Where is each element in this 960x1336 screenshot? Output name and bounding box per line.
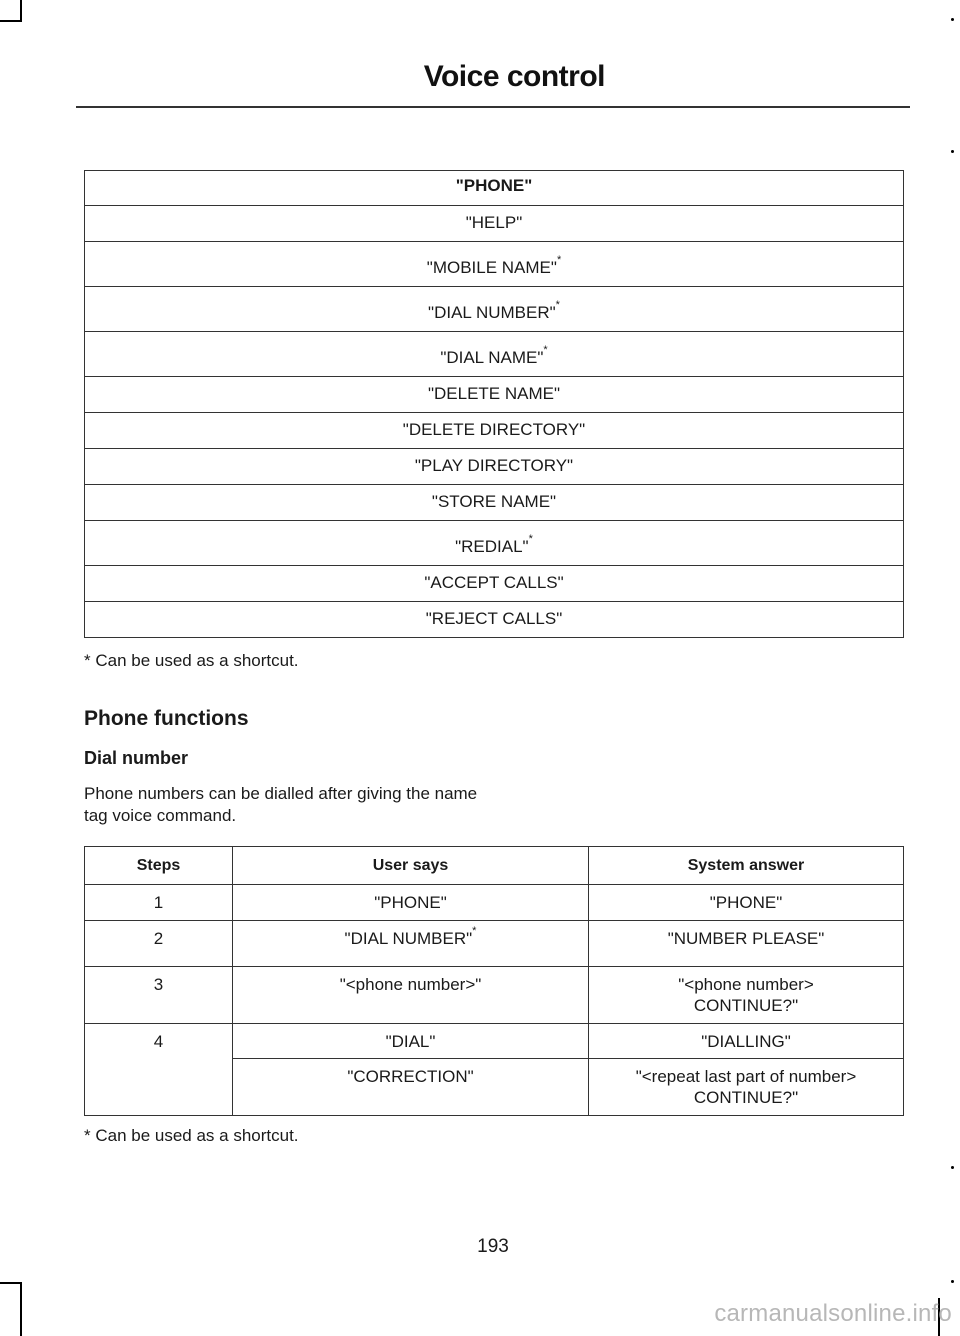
shortcut-footnote: * Can be used as a shortcut. <box>84 1126 299 1145</box>
table-row <box>85 967 904 1024</box>
command-text: "DELETE NAME" <box>427 384 561 403</box>
table-row <box>85 377 904 413</box>
command-text: "DIAL NUMBER" <box>428 303 556 322</box>
command-text: "DELETE DIRECTORY" <box>402 420 586 439</box>
subsection-heading: Dial number <box>84 748 189 768</box>
dial-number-steps-table <box>84 846 904 1116</box>
crop-mark <box>0 1282 20 1284</box>
shortcut-marker: * <box>543 344 548 357</box>
table-row <box>85 485 904 521</box>
watermark: carmanualsonline.info <box>714 1300 952 1327</box>
page-number: 193 <box>477 1236 509 1257</box>
page-title: Voice control <box>423 60 605 93</box>
table-row <box>85 332 904 377</box>
table-row <box>85 566 904 602</box>
crop-dot <box>951 1280 954 1283</box>
command-text: "MOBILE NAME" <box>426 258 557 277</box>
command-text: "DIAL NAME" <box>440 348 544 367</box>
table-row <box>85 206 904 242</box>
title-divider <box>76 106 910 108</box>
user-says-cell: "<phone number>" <box>233 967 589 1024</box>
user-says-cell: "CORRECTION" <box>233 1059 589 1116</box>
crop-dot <box>951 18 954 21</box>
user-says-cell: "DIAL" <box>233 1024 589 1059</box>
step-cell: 1 <box>85 885 233 921</box>
crop-mark <box>20 1282 22 1336</box>
step-cell: 2 <box>85 921 233 967</box>
system-answer-cell: "<repeat last part of number> CONTINUE?" <box>589 1059 904 1116</box>
shortcut-footnote: * Can be used as a shortcut. <box>84 651 299 670</box>
shortcut-marker: * <box>556 254 562 267</box>
system-answer-cell: "<phone number> CONTINUE?" <box>589 967 904 1024</box>
crop-mark <box>0 20 20 22</box>
voice-command-table <box>84 170 904 638</box>
table-row <box>85 521 904 566</box>
command-text: "HELP" <box>465 213 523 232</box>
column-header-user-says: User says <box>233 847 589 885</box>
command-text: "ACCEPT CALLS" <box>424 573 564 592</box>
table-header-cell: "PHONE" <box>85 171 904 206</box>
command-text: "REDIAL" <box>455 537 529 556</box>
shortcut-marker: * <box>472 925 477 938</box>
table-row <box>85 287 904 332</box>
table-row <box>85 921 904 967</box>
user-says-cell: "DIAL NUMBER"* <box>233 921 589 967</box>
shortcut-marker: * <box>528 533 533 546</box>
table-row <box>85 413 904 449</box>
table-row <box>85 602 904 638</box>
step-cell: 4 <box>85 1024 233 1116</box>
step-cell: 3 <box>85 967 233 1024</box>
command-text: "PLAY DIRECTORY" <box>414 456 574 475</box>
table-row <box>85 242 904 287</box>
crop-mark <box>20 0 22 22</box>
table-row <box>85 449 904 485</box>
table-row <box>85 1024 904 1059</box>
command-text: "REJECT CALLS" <box>425 609 563 628</box>
crop-dot <box>951 1166 954 1169</box>
shortcut-marker: * <box>555 299 560 312</box>
table-header-row <box>85 847 904 885</box>
column-header-steps: Steps <box>85 847 233 885</box>
system-answer-cell: "NUMBER PLEASE" <box>589 921 904 967</box>
crop-dot <box>951 150 954 153</box>
user-says-cell: "PHONE" <box>233 885 589 921</box>
column-header-system-answer: System answer <box>589 847 904 885</box>
body-paragraph: Phone numbers can be dialled after giving the name tag voice command. <box>84 784 478 825</box>
section-heading: Phone functions <box>84 707 249 730</box>
table-header-row <box>85 171 904 206</box>
system-answer-cell: "DIALLING" <box>589 1024 904 1059</box>
table-row <box>85 885 904 921</box>
system-answer-cell: "PHONE" <box>589 885 904 921</box>
command-text: "STORE NAME" <box>431 492 557 511</box>
